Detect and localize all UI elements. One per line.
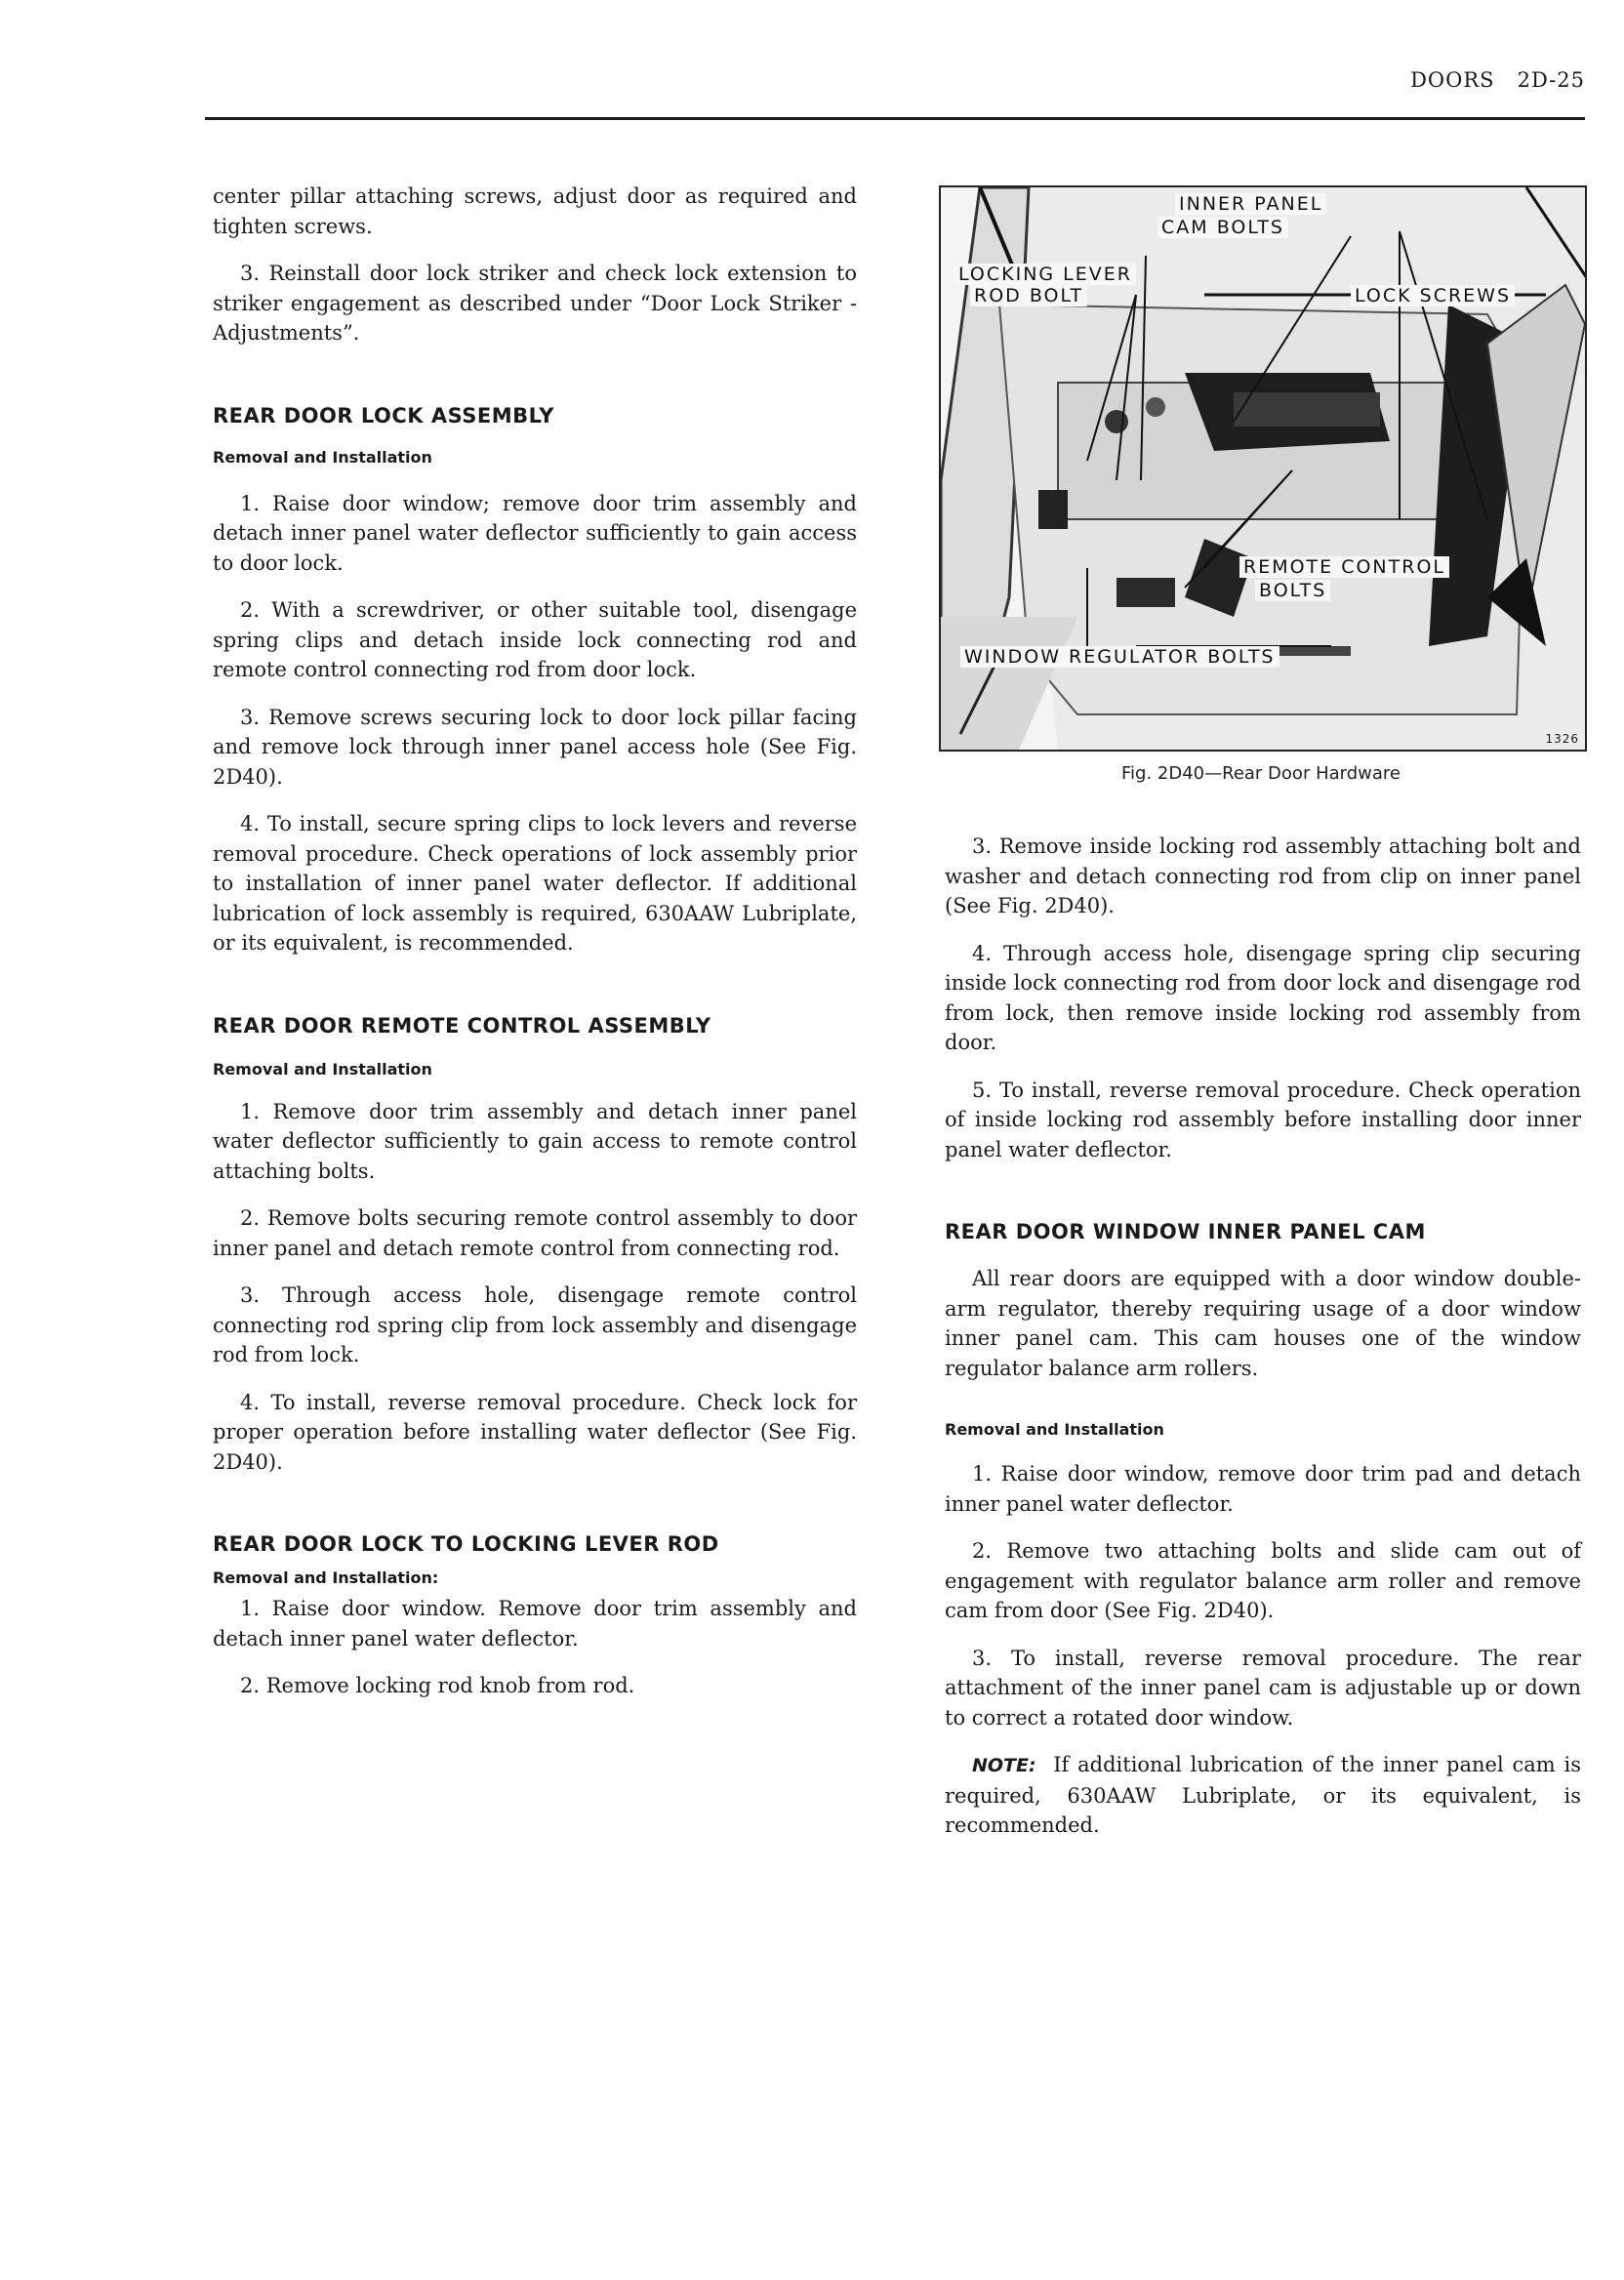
step: 2. Remove two attaching bolts and slide cam out of engagement with regulator balance arm roller and remove cam from door (See Fig. 2D40). xyxy=(945,1539,1581,1622)
page-header xyxy=(205,64,1585,120)
step: 4. To install, secure spring clips to lock levers and reverse removal procedure. Check operations of lock assembly prior to installation of inner panel water deflector. If additional lubrication of lock assembly is required, 630AAW Lubriplate, or its equivalent, is recommended. xyxy=(213,812,857,955)
step: 1. Remove door trim assembly and detach inner panel water deflector sufficiently to gain access to remote control attaching bolts. xyxy=(213,1099,857,1183)
figure-number: 1326 xyxy=(1545,732,1579,746)
section-heading: REAR DOOR LOCK ASSEMBLY xyxy=(213,403,554,428)
step: 1. Raise door window; remove door trim assembly and detach inner panel water deflector sufficiently to gain access to door lock. xyxy=(213,491,857,575)
section-title: DOORS xyxy=(1410,68,1495,92)
label-locking-lever: LOCKING LEVER xyxy=(954,264,1136,285)
page-number: 2D-25 xyxy=(1517,68,1585,92)
step: 5. To install, reverse removal procedure. Check operation of inside locking rod assembly before installing door inner panel water deflector. xyxy=(945,1078,1581,1161)
label-cam-bolts: CAM BOLTS xyxy=(1157,217,1288,238)
subsection-heading: Removal and Installation xyxy=(945,1420,1164,1439)
label-window-regulator-bolts: WINDOW REGULATOR BOLTS xyxy=(960,646,1279,668)
subsection-heading: Removal and Installation xyxy=(213,1059,432,1079)
label-bolts: BOLTS xyxy=(1255,580,1330,601)
label-inner-panel: INNER PANEL xyxy=(1175,193,1326,215)
note xyxy=(945,1750,1581,1841)
figure-caption: Fig. 2D40—Rear Door Hardware xyxy=(1121,763,1401,784)
step: 3. To install, reverse removal procedure. The rear attachment of the inner panel cam is adjustable up or down to correct a rotated door window. xyxy=(945,1646,1581,1730)
step: 3. Through access hole, disengage remote control connecting rod spring clip from lock assembly and disengage rod from lock. xyxy=(213,1283,857,1366)
step: 2. Remove locking rod knob from rod. xyxy=(240,1674,635,1697)
step: 1. Raise door window, remove door trim pad and detach inner panel water deflector. xyxy=(945,1462,1581,1516)
paragraph: 3. Reinstall door lock striker and check lock extension to striker engagement as described under “Door Lock Striker - Adjustments”. xyxy=(213,262,857,345)
step: 4. To install, reverse removal procedure. Check lock for proper operation before installing water deflector (See Fig. 2D40). xyxy=(213,1390,857,1474)
section-heading: REAR DOOR LOCK TO LOCKING LEVER ROD xyxy=(213,1532,719,1556)
step: 1. Raise door window. Remove door trim assembly and detach inner panel water deflector. xyxy=(213,1597,857,1650)
paragraph: All rear doors are equipped with a door window double-arm regulator, thereby requiring usage of a door window inner panel cam. This cam houses one of the window regulator balance arm rollers. xyxy=(945,1267,1581,1380)
section-heading: REAR DOOR WINDOW INNER PANEL CAM xyxy=(945,1220,1426,1243)
left-column xyxy=(213,182,857,1701)
step: 3. Remove screws securing lock to door lock pillar facing and remove lock through inner panel access hole (See Fig. 2D40). xyxy=(213,705,857,789)
step: 2. Remove bolts securing remote control assembly to door inner panel and detach remote control from connecting rod. xyxy=(213,1206,857,1260)
header-text xyxy=(1410,68,1585,92)
door-hardware-figure xyxy=(939,185,1587,752)
subsection-heading: Removal and Installation: xyxy=(213,1568,439,1587)
note-label: NOTE: xyxy=(972,1755,1036,1776)
label-remote-control: REMOTE CONTROL xyxy=(1239,556,1449,578)
label-lock-screws: LOCK SCREWS xyxy=(1351,285,1515,306)
note-text: If additional lubrication of the inner panel cam is required, 630AAW Lubriplate, or its equivalent, is recommended. xyxy=(945,1753,1581,1837)
label-rod-bolt: ROD BOLT xyxy=(970,285,1087,306)
step: 3. Remove inside locking rod assembly attaching bolt and washer and detach connecting rod from clip on inner panel (See Fig. 2D40). xyxy=(945,835,1581,917)
step: 2. With a screwdriver, or other suitable tool, disengage spring clips and detach inside lock connecting rod and remote control connecting rod from door lock. xyxy=(213,598,857,681)
paragraph: center pillar attaching screws, adjust door as required and tighten screws. xyxy=(213,184,857,238)
subsection-heading: Removal and Installation xyxy=(213,447,432,467)
section-heading: REAR DOOR REMOTE CONTROL ASSEMBLY xyxy=(213,1013,711,1038)
step: 4. Through access hole, disengage spring clip securing inside lock connecting rod from door lock and disengage rod from lock, then remove inside locking rod assembly from door. xyxy=(945,941,1581,1054)
right-column xyxy=(945,832,1581,1841)
